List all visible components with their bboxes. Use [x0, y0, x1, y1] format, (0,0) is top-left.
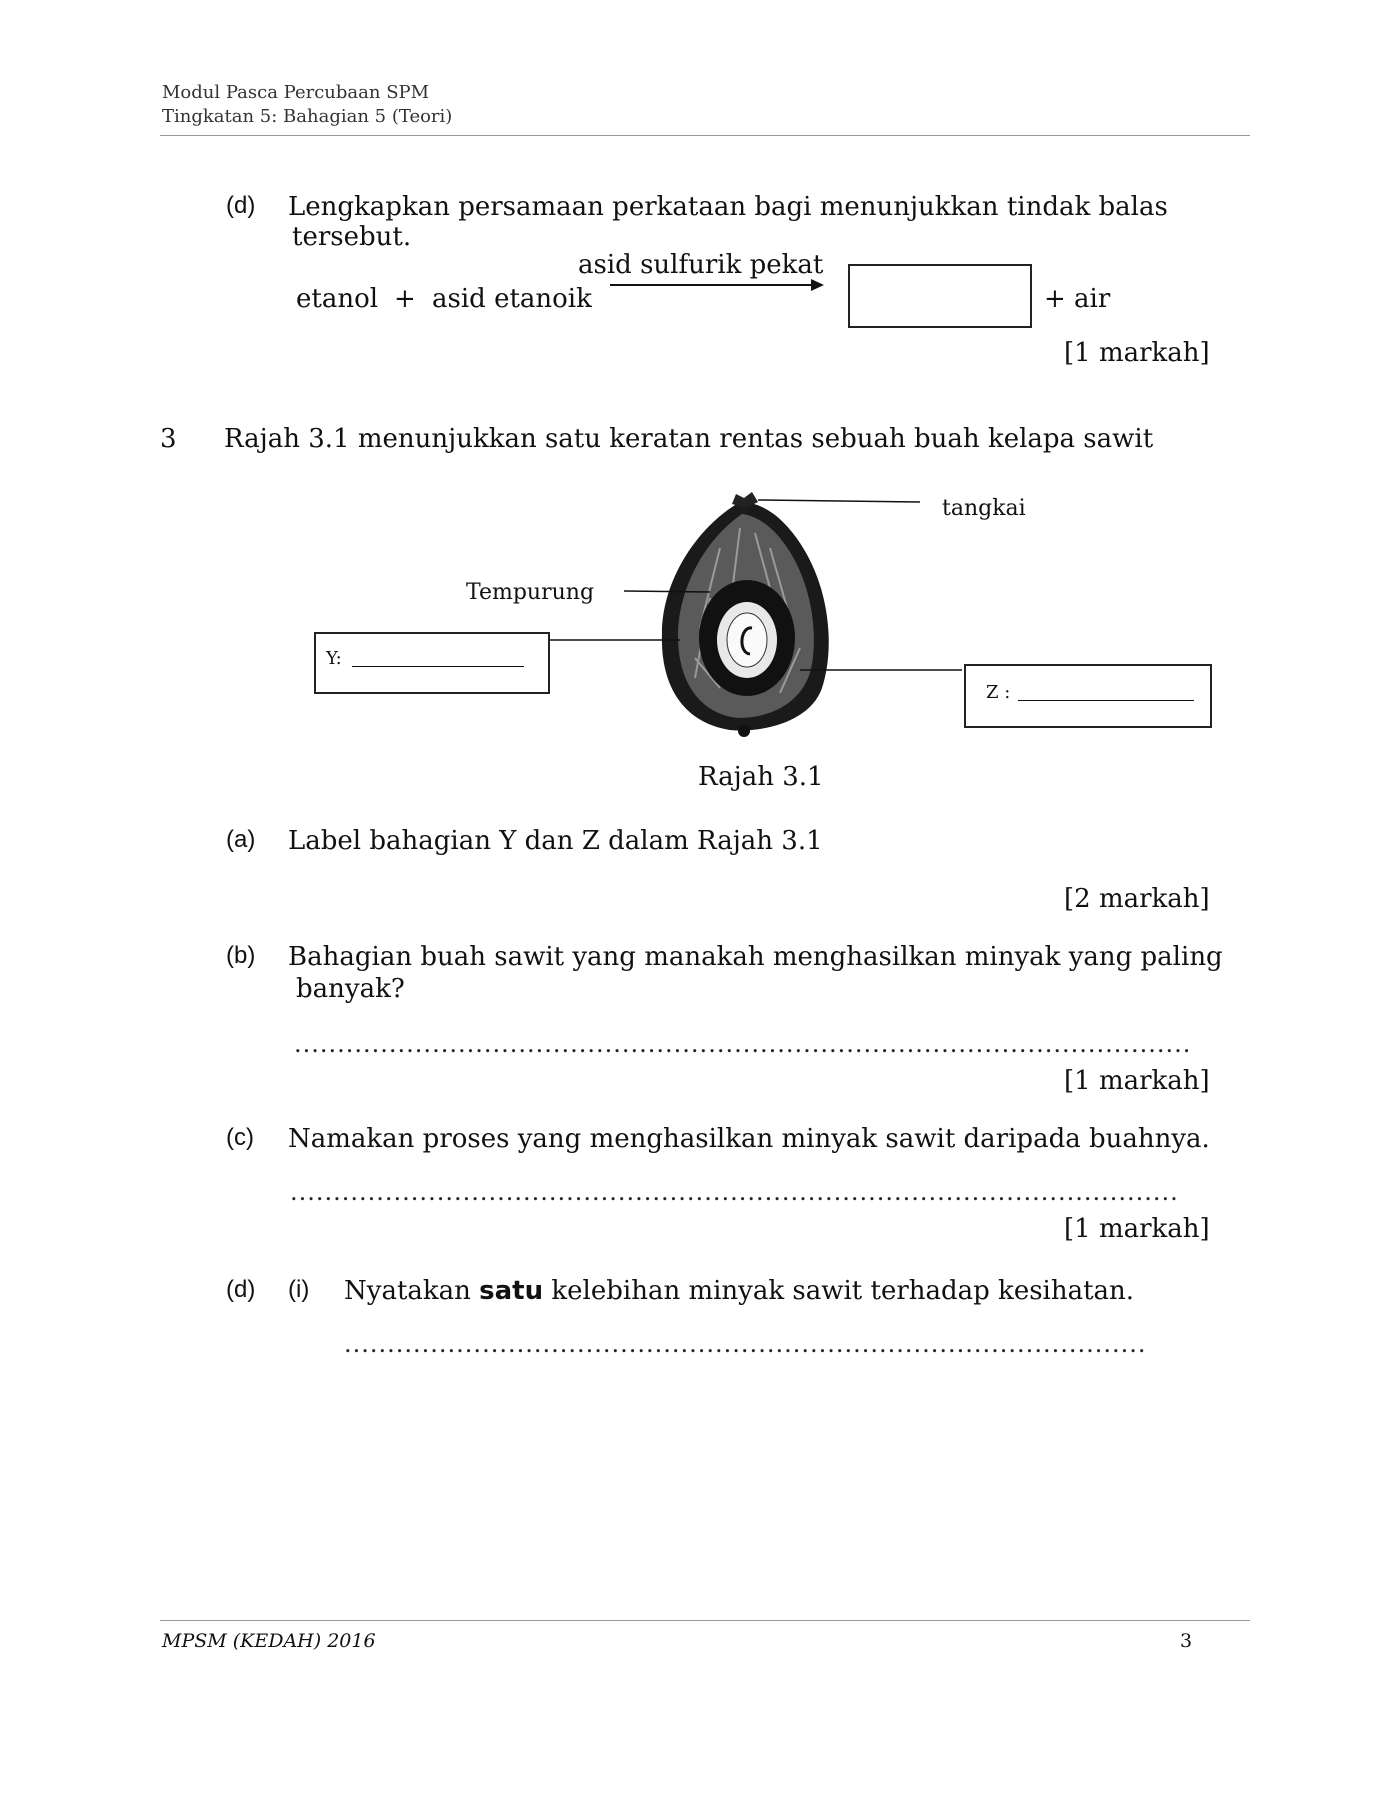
header-subtitle: Tingkatan 5: Bahagian 5 (Teori) — [162, 106, 453, 127]
label-z: Z : — [986, 682, 1011, 703]
catalyst-label: asid sulfurik pekat — [578, 250, 824, 280]
q3a-label: (a) — [226, 826, 256, 853]
q3c-label: (c) — [226, 1124, 254, 1151]
reactant-etanol: etanol — [296, 284, 379, 314]
q3b-label: (b) — [226, 942, 256, 969]
label-tempurung: Tempurung — [466, 580, 595, 605]
answer-line-z[interactable] — [1018, 700, 1194, 701]
header-title: Modul Pasca Percubaan SPM — [162, 82, 430, 103]
plus-sign-1: + — [394, 284, 416, 314]
answer-line-y[interactable] — [352, 666, 524, 667]
label-tangkai: tangkai — [942, 496, 1026, 521]
q2d-label: (d) — [226, 192, 256, 219]
q3c-answer-line[interactable]: ....................................................................................................... — [290, 1178, 1179, 1206]
q3b-answer-line[interactable]: ........................................................................................................ — [294, 1030, 1192, 1058]
pointer-tangkai — [758, 500, 920, 502]
q2d-marks: [1 markah] — [1064, 338, 1210, 368]
label-box-z — [964, 664, 1212, 728]
q3d-sub-label: (i) — [288, 1276, 310, 1303]
q3b-text-line1: Bahagian buah sawit yang manakah menghasilkan minyak yang paling — [288, 942, 1223, 972]
footer-label: MPSM (KEDAH) 2016 — [162, 1630, 376, 1652]
q3d-text-before: Nyatakan — [344, 1276, 480, 1306]
q3d-answer-line[interactable]: ............................................................................................. — [344, 1330, 1147, 1358]
q3-number: 3 — [160, 424, 177, 454]
reaction-arrow — [608, 276, 826, 294]
reactant-asid-etanoik: asid etanoik — [432, 284, 592, 314]
product-answer-box[interactable] — [848, 264, 1032, 328]
label-box-y — [314, 632, 550, 694]
q3a-text: Label bahagian Y dan Z dalam Rajah 3.1 — [288, 826, 823, 856]
q2d-text-line2: tersebut. — [292, 222, 412, 252]
label-y: Y: — [326, 648, 342, 669]
q3d-text-bold: satu — [479, 1276, 544, 1306]
q3c-marks: [1 markah] — [1064, 1214, 1210, 1244]
q3d-text-after: kelebihan minyak sawit terhadap kesihatan. — [543, 1276, 1135, 1306]
q3-intro: Rajah 3.1 menunjukkan satu keratan rentas sebuah buah kelapa sawit — [224, 424, 1154, 454]
plus-sign-2: + — [1044, 284, 1066, 314]
q3d-text — [344, 1276, 1134, 1306]
header-rule — [160, 135, 1250, 136]
q3a-marks: [2 markah] — [1064, 884, 1210, 914]
q3c-text: Namakan proses yang menghasilkan minyak sawit daripada buahnya. — [288, 1124, 1210, 1154]
q3b-text-line2: banyak? — [296, 974, 405, 1004]
product-air: air — [1074, 284, 1111, 314]
q3b-marks: [1 markah] — [1064, 1066, 1210, 1096]
q2d-text-line1: Lengkapkan persamaan perkataan bagi menunjukkan tindak balas — [288, 192, 1168, 222]
page-number: 3 — [1180, 1630, 1193, 1652]
q3d-label: (d) — [226, 1276, 256, 1303]
pointer-tempurung — [624, 591, 710, 592]
diagram-caption: Rajah 3.1 — [698, 762, 824, 792]
footer-rule — [160, 1620, 1250, 1621]
